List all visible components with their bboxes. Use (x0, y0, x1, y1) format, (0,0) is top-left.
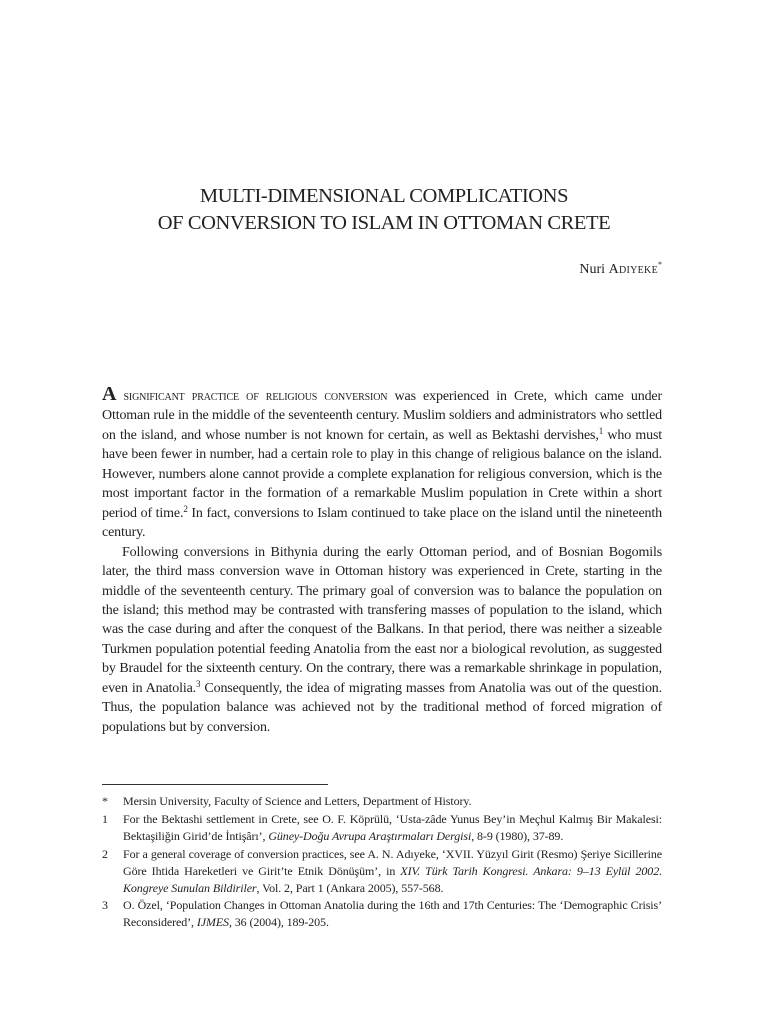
paragraph-text: Consequently, the idea of migrating masses from Anatolia was out of the question. Thus, the population balance was achieved not by the traditional method of forced migration of populations but by conversion. (102, 680, 662, 735)
footnote-3 (102, 897, 662, 931)
paragraph-text: was experienced in Crete, which came under Ottoman rule in the middle of the seventeenth century. Muslim soldiers and administrators who settled on the island, and whose number is not known for certain, as well as Bektashi dervishes, (102, 389, 662, 443)
article-title (0, 183, 768, 237)
footnote-mark: 3 (102, 898, 108, 913)
footnote-ref-1[interactable]: 1 (598, 425, 604, 436)
footnote-text-part: For a general coverage of conversion practices, see A. N. Adıyeke, ‘XVII. Yüzyıl Girit (Resmo) Şeriye Sicillerine Göre Ihtida Hareketleri ve Girit’te Etnik Dönüşüm’, in (123, 846, 662, 878)
drop-cap: A (102, 383, 117, 405)
footnote-mark: 1 (102, 811, 108, 826)
footnote-text: Mersin University, Faculty of Science and Letters, Department of History. (123, 794, 472, 808)
footnote-star (102, 793, 662, 810)
title-line-1: MULTI-DIMENSIONAL COMPLICATIONS (199, 185, 569, 207)
author-first-name: Nuri (579, 262, 606, 277)
title-line-2: OF CONVERSION TO ISLAM IN OTTOMAN CRETE (157, 212, 611, 234)
paragraph-2 (102, 543, 662, 738)
footnote-text-part: , 8-9 (1980), 37-89. (471, 828, 564, 843)
footnote-italic-title: XIV. Türk Tarih Kongresi. Ankara: 9–13 Eylül 2002. Kongreye Sunulan Bildiriler (123, 863, 662, 895)
footnote-2 (102, 846, 662, 897)
article-body (102, 384, 662, 737)
footnotes (102, 793, 662, 932)
paragraph-text: who must have been fewer in number, had a certain role to play in this change of religious balance on the island. However, numbers alone cannot provide a complete explanation for religious conversion, which is the most important factor in the formation of a remarkable Muslim population in Crete within a short period of time. (102, 427, 662, 521)
author-last-name: Adiyeke (608, 262, 658, 277)
footnote-divider (102, 784, 328, 785)
footnote-text (123, 846, 662, 897)
footnote-text-part: For the Bektashi settlement in Crete, see O. F. Köprülü, ‘Usta-zâde Yunus Bey’in Meçhul Kalmış Bir Makalesi: Bektaşiliğin Girid’de İntişârı’, (123, 811, 662, 843)
footnote-italic-title: Güney-Doğu Avrupa Araştırmaları Dergisi (268, 828, 472, 843)
footnote-text-part: , 36 (2004), 189-205. (228, 915, 329, 930)
footnote-text (123, 897, 662, 931)
footnote-mark: * (102, 794, 108, 808)
paragraph-text: Following conversions in Bithynia during the early Ottoman period, and of Bosnian Bogomils later, the third mass conversion wave in Ottoman history was experienced in Crete, starting in the middle of the seventeenth century. The primary goal of conversion was to balance the population on the island; this method may be contrasted with transfering masses of population to the island, which was the case during and after the conquest of the Balkans. In that period, there was neither a sizeable Turkmen population potential feeding Anatolia from the east nor a biological revolution, as suggested by Braudel for the sixteenth century. On the contrary, there was a remarkable shrinkage in population, even in Anatolia. (102, 544, 662, 696)
paragraph-1 (102, 384, 662, 543)
footnote-text-part: , Vol. 2, Part 1 (Ankara 2005), 557-568. (256, 880, 444, 895)
author-byline (579, 260, 662, 278)
footnote-text-part: O. Özel, ‘Population Changes in Ottoman Anatolia during the 16th and 17th Centuries: The ‘Demographic Crisis’ Reconsidered’, (123, 898, 662, 930)
footnote-1 (102, 811, 662, 845)
paragraph-text: In fact, conversions to Islam continued to take place on the island until the nineteenth century. (102, 505, 662, 541)
footnote-italic-title: IJMES (196, 915, 229, 930)
footnote-ref-2[interactable]: 2 (183, 503, 188, 514)
footnote-text (123, 811, 662, 845)
footnote-mark: 2 (102, 846, 108, 861)
smallcaps-lead: significant practice of religious conversion (116, 389, 388, 404)
footnote-ref-3[interactable]: 3 (196, 678, 201, 689)
author-footnote-mark: * (658, 260, 662, 269)
